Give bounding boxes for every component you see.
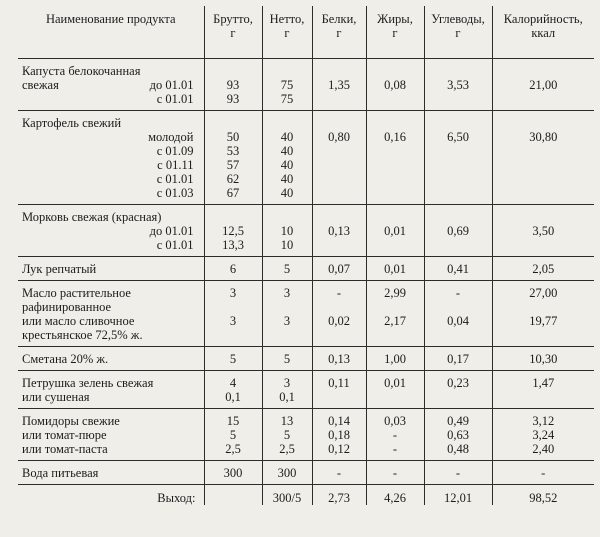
product-name-cell	[18, 111, 204, 205]
product-name-cell	[18, 281, 204, 347]
total-label: Выход:	[157, 491, 196, 505]
calories-value	[497, 328, 591, 342]
fat-value: 0,03	[384, 414, 406, 428]
protein-cell	[312, 59, 366, 111]
total-calories: 98,52	[492, 485, 594, 506]
fat-value	[371, 144, 420, 158]
brutto-value: 5	[229, 352, 237, 366]
fat-value: 2,99	[384, 286, 406, 300]
netto-value: 0,1	[279, 390, 295, 404]
product-name-cell	[18, 409, 204, 461]
table-row	[18, 59, 594, 111]
product-name-line: Капуста белокочанная	[22, 64, 141, 78]
product-name-line: свежая до 01.01	[22, 78, 194, 92]
carbs-value	[429, 328, 488, 342]
fat-value	[371, 92, 420, 106]
calories-value: 3,12	[532, 414, 555, 428]
product-name-cell	[18, 461, 204, 485]
netto-cell	[262, 347, 312, 371]
fat-cell	[366, 409, 424, 461]
netto-value: 3	[283, 314, 291, 328]
carbs-value	[429, 186, 488, 200]
fat-value	[371, 158, 420, 172]
fat-value: 1,00	[384, 352, 406, 366]
carbs-cell	[424, 371, 492, 409]
carbs-value: 0,63	[447, 428, 469, 442]
netto-cell	[262, 205, 312, 257]
netto-cell	[262, 111, 312, 205]
protein-value	[317, 238, 362, 252]
carbs-cell	[424, 461, 492, 485]
calories-value: 30,80	[529, 130, 558, 144]
product-name-cell	[18, 371, 204, 409]
brutto-value: 50	[226, 130, 240, 144]
protein-value: 0,80	[328, 130, 350, 144]
header-row	[18, 6, 594, 59]
brutto-cell	[204, 409, 262, 461]
fat-cell	[366, 257, 424, 281]
carbs-value: 0,69	[447, 224, 469, 238]
fat-value	[371, 210, 420, 224]
header-name: Наименование продукта	[18, 6, 204, 59]
brutto-value: 53	[226, 144, 240, 158]
fat-cell	[366, 281, 424, 347]
calories-value: 3,50	[532, 224, 555, 238]
brutto-value	[209, 64, 258, 78]
protein-value: 0,11	[328, 376, 350, 390]
carbs-value: 0,49	[447, 414, 469, 428]
netto-cell	[262, 409, 312, 461]
fat-value	[371, 186, 420, 200]
netto-value: 5	[283, 352, 291, 366]
protein-value	[317, 328, 362, 342]
product-name-line: Вода питьевая	[22, 466, 99, 480]
calories-value	[497, 116, 591, 130]
header-carbs: Углеводы, г	[424, 6, 492, 59]
product-name-line: рафинированное	[22, 300, 112, 314]
table-row	[18, 281, 594, 347]
brutto-value	[209, 210, 258, 224]
product-name-cell	[18, 257, 204, 281]
protein-value	[317, 92, 362, 106]
netto-value: 40	[280, 130, 294, 144]
brutto-value: 5	[229, 428, 237, 442]
product-name-line: с 01.01	[156, 238, 194, 252]
total-brutto	[204, 485, 262, 506]
product-name-line: или томат-паста	[22, 442, 108, 456]
netto-value	[267, 64, 308, 78]
protein-value: -	[336, 286, 342, 300]
calories-cell	[492, 347, 594, 371]
product-name-line: Масло растительное	[22, 286, 131, 300]
calories-cell	[492, 111, 594, 205]
carbs-value: 0,17	[447, 352, 469, 366]
fat-cell	[366, 59, 424, 111]
calories-cell	[492, 205, 594, 257]
product-name-line: или масло сливочное	[22, 314, 135, 328]
calories-value	[497, 238, 591, 252]
netto-value: 5	[283, 428, 291, 442]
fat-cell	[366, 347, 424, 371]
netto-value: 40	[280, 172, 294, 186]
fat-value	[371, 238, 420, 252]
total-netto: 300/5	[262, 485, 312, 506]
fat-cell	[366, 461, 424, 485]
product-name-cell	[18, 205, 204, 257]
brutto-value: 6	[229, 262, 237, 276]
brutto-value: 67	[226, 186, 240, 200]
brutto-cell	[204, 461, 262, 485]
carbs-value	[429, 144, 488, 158]
fat-value: 0,01	[384, 376, 406, 390]
calories-value: 10,30	[529, 352, 558, 366]
calories-value	[497, 210, 591, 224]
brutto-value: 0,1	[225, 390, 241, 404]
product-name-line: крестьянское 72,5% ж.	[22, 328, 143, 342]
protein-value: 0,13	[328, 224, 350, 238]
carbs-value	[429, 300, 488, 314]
table-row	[18, 371, 594, 409]
fat-value	[371, 64, 420, 78]
calories-value	[497, 300, 591, 314]
brutto-value: 93	[226, 78, 240, 92]
product-name-line: Петрушка зелень свежая	[22, 376, 154, 390]
product-name-line: Морковь свежая (красная)	[22, 210, 162, 224]
carbs-value: 0,04	[447, 314, 469, 328]
brutto-value: 3	[229, 314, 237, 328]
product-name-line: до 01.01	[149, 224, 194, 238]
netto-value	[267, 300, 308, 314]
carbs-value	[429, 210, 488, 224]
brutto-cell	[204, 257, 262, 281]
calories-value: 1,47	[532, 376, 555, 390]
protein-cell	[312, 281, 366, 347]
product-name-line: с 01.01	[156, 92, 194, 106]
fat-cell	[366, 205, 424, 257]
brutto-value: 15	[226, 414, 240, 428]
carbs-value: -	[455, 466, 461, 480]
fat-value: -	[392, 442, 398, 456]
product-name-cell	[18, 347, 204, 371]
calories-cell	[492, 461, 594, 485]
netto-value: 40	[280, 158, 294, 172]
brutto-value: 2,5	[225, 442, 241, 456]
brutto-value: 3	[229, 286, 237, 300]
protein-value: 0,07	[328, 262, 350, 276]
netto-value	[267, 328, 308, 342]
carbs-value	[429, 116, 488, 130]
netto-cell	[262, 371, 312, 409]
protein-cell	[312, 257, 366, 281]
carbs-value: 6,50	[447, 130, 469, 144]
brutto-cell	[204, 371, 262, 409]
netto-value: 300	[277, 466, 297, 480]
table-body	[18, 59, 594, 506]
brutto-cell	[204, 347, 262, 371]
netto-value: 3	[283, 376, 291, 390]
fat-cell	[366, 111, 424, 205]
total-fat: 4,26	[366, 485, 424, 506]
brutto-value: 13,3	[222, 238, 244, 252]
brutto-value: 300	[223, 466, 243, 480]
protein-cell	[312, 111, 366, 205]
brutto-cell	[204, 59, 262, 111]
protein-value	[317, 64, 362, 78]
netto-value: 13	[280, 414, 294, 428]
carbs-value	[429, 64, 488, 78]
protein-value: 0,02	[328, 314, 350, 328]
protein-value: 0,14	[328, 414, 350, 428]
carbs-cell	[424, 409, 492, 461]
carbs-value	[429, 92, 488, 106]
calories-value	[497, 92, 591, 106]
netto-value: 40	[280, 144, 294, 158]
netto-cell	[262, 461, 312, 485]
netto-cell	[262, 59, 312, 111]
calories-value	[497, 64, 591, 78]
protein-cell	[312, 371, 366, 409]
protein-value: 1,35	[328, 78, 350, 92]
table-row	[18, 205, 594, 257]
brutto-cell	[204, 111, 262, 205]
total-protein: 2,73	[312, 485, 366, 506]
brutto-cell	[204, 281, 262, 347]
calories-cell	[492, 257, 594, 281]
calories-value: -	[541, 466, 546, 480]
carbs-cell	[424, 111, 492, 205]
carbs-value	[429, 238, 488, 252]
brutto-value: 62	[226, 172, 240, 186]
carbs-value: -	[455, 286, 461, 300]
fat-value: -	[392, 428, 398, 442]
product-name-line: Помидоры свежие	[22, 414, 120, 428]
netto-value: 10	[280, 224, 294, 238]
calories-value: 27,00	[529, 286, 558, 300]
protein-value	[317, 300, 362, 314]
carbs-value: 0,23	[447, 376, 469, 390]
total-carbs: 12,01	[424, 485, 492, 506]
brutto-value	[209, 300, 258, 314]
carbs-value	[429, 390, 488, 404]
protein-value	[317, 210, 362, 224]
product-name-line: Лук репчатый	[22, 262, 97, 276]
header-netto: Нетто, г	[262, 6, 312, 59]
brutto-value: 57	[226, 158, 240, 172]
protein-value	[317, 116, 362, 130]
product-name-line: с 01.09	[156, 144, 194, 158]
header-fat: Жиры, г	[366, 6, 424, 59]
calories-value	[497, 186, 591, 200]
brutto-cell	[204, 205, 262, 257]
recipe-table	[18, 6, 594, 505]
carbs-value: 0,48	[447, 442, 469, 456]
calories-value: 2,40	[532, 442, 555, 456]
carbs-value	[429, 172, 488, 186]
netto-value	[267, 116, 308, 130]
netto-value: 40	[280, 186, 294, 200]
table-row	[18, 257, 594, 281]
fat-value: 0,16	[384, 130, 406, 144]
fat-value: 0,01	[384, 224, 406, 238]
protein-value	[317, 158, 362, 172]
carbs-cell	[424, 257, 492, 281]
carbs-value: 3,53	[447, 78, 469, 92]
carbs-value: 0,41	[447, 262, 469, 276]
protein-cell	[312, 205, 366, 257]
protein-value	[317, 186, 362, 200]
product-name-cell	[18, 59, 204, 111]
fat-value: -	[392, 466, 398, 480]
calories-value: 21,00	[529, 78, 558, 92]
calories-cell	[492, 409, 594, 461]
carbs-cell	[424, 59, 492, 111]
brutto-value	[209, 116, 258, 130]
header-calories: Калорийность, ккал	[492, 6, 594, 59]
calories-cell	[492, 281, 594, 347]
product-name-line: или сушеная	[22, 390, 90, 404]
calories-value: 19,77	[529, 314, 558, 328]
netto-value	[267, 210, 308, 224]
fat-value: 0,01	[384, 262, 406, 276]
fat-value	[371, 116, 420, 130]
brutto-value: 4	[229, 376, 237, 390]
header-brutto: Брутто, г	[204, 6, 262, 59]
product-name-line: Картофель свежий	[22, 116, 122, 130]
carbs-cell	[424, 281, 492, 347]
product-name-line: с 01.01	[156, 172, 194, 186]
netto-value: 5	[283, 262, 291, 276]
protein-value: 0,13	[328, 352, 350, 366]
netto-value: 75	[280, 78, 294, 92]
carbs-cell	[424, 205, 492, 257]
protein-value: 0,18	[328, 428, 350, 442]
fat-value	[371, 328, 420, 342]
calories-value	[497, 172, 591, 186]
protein-cell	[312, 461, 366, 485]
carbs-value	[429, 158, 488, 172]
header-protein: Белки, г	[312, 6, 366, 59]
fat-value	[371, 172, 420, 186]
table-row	[18, 461, 594, 485]
netto-value: 75	[280, 92, 294, 106]
protein-value: 0,12	[328, 442, 350, 456]
product-name-line: Сметана 20% ж.	[22, 352, 109, 366]
fat-value	[371, 390, 420, 404]
protein-cell	[312, 409, 366, 461]
carbs-cell	[424, 347, 492, 371]
protein-value: -	[336, 466, 342, 480]
fat-value	[371, 300, 420, 314]
protein-value	[317, 144, 362, 158]
calories-value: 3,24	[532, 428, 555, 442]
fat-value: 2,17	[384, 314, 406, 328]
calories-cell	[492, 59, 594, 111]
netto-cell	[262, 257, 312, 281]
table-row	[18, 111, 594, 205]
fat-value: 0,08	[384, 78, 406, 92]
calories-value	[497, 158, 591, 172]
calories-value	[497, 390, 591, 404]
product-name-line: с 01.11	[157, 158, 194, 172]
netto-value: 2,5	[279, 442, 295, 456]
brutto-value: 12,5	[222, 224, 244, 238]
brutto-value: 93	[226, 92, 240, 106]
netto-value: 3	[283, 286, 291, 300]
protein-value	[317, 172, 362, 186]
product-name-line: с 01.03	[156, 186, 194, 200]
total-row	[18, 485, 594, 506]
brutto-value	[209, 328, 258, 342]
table-row	[18, 347, 594, 371]
netto-cell	[262, 281, 312, 347]
protein-cell	[312, 347, 366, 371]
calories-value	[497, 144, 591, 158]
fat-cell	[366, 371, 424, 409]
table-row	[18, 409, 594, 461]
calories-cell	[492, 371, 594, 409]
product-name-line: или томат-пюре	[22, 428, 107, 442]
product-name-line: молодой	[148, 130, 194, 144]
calories-value: 2,05	[532, 262, 555, 276]
protein-value	[317, 390, 362, 404]
netto-value: 10	[280, 238, 294, 252]
